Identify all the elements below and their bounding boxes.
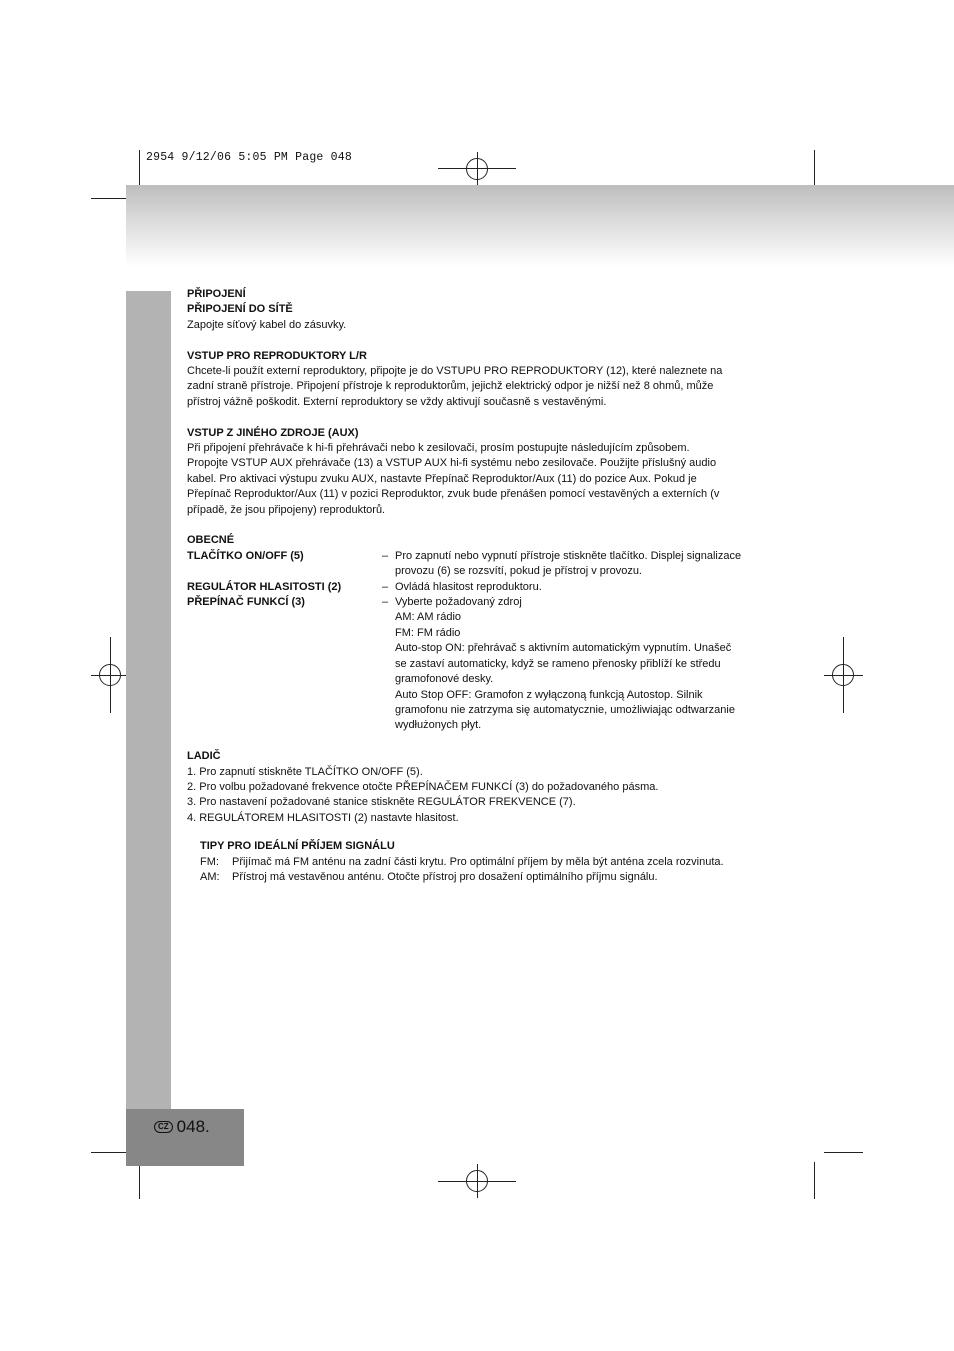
function-option: FM: FM rádio [395,626,461,639]
page-number [154,1117,210,1137]
control-row-function [187,595,777,610]
manual-content [187,287,777,885]
section-title-pripojeni: PŘIPOJENÍ [187,288,246,300]
control-row-volume [187,580,777,595]
control-row-onoff [187,549,777,564]
tip-row-am [200,870,777,885]
dash: – [382,596,389,609]
paragraph-line: přístroj vážně poškodit. Externí reproduktory se vždy aktivují současně s vestavěnými. [187,395,607,408]
list-item: 1. Pro zapnutí stiskněte TLAČÍTKO ON/OFF (5). [187,765,423,778]
tip-key: FM: [200,855,219,868]
control-description: Vyberte požadovaný zdroj [395,596,522,609]
dash: – [382,549,389,562]
print-slug: 2954 9/12/06 5:05 PM Page 048 [146,151,352,164]
section-title-aux: VSTUP Z JINÉHO ZDROJE (AUX) [187,426,359,439]
paragraph-line: Při připojení přehrávače k hi-fi přehrávači nebo k zesilovači, prosím postupujte následujícím způsobem. [187,442,690,455]
paragraph-line: kabel. Pro aktivaci výstupu zvuku AUX, nastavte Přepínač Reproduktor/Aux (11) do pozice Aux. Pokud je [187,472,697,485]
list-item: 2. Pro volbu požadované frekvence otočte PŘEPÍNAČEM FUNKCÍ (3) do požadovaného pásma. [187,780,659,793]
tip-text: Přijímač má FM anténu na zadní části krytu. Pro optimální příjem by měla být anténa zcela rozvinuta. [232,855,724,868]
control-description-cont: provozu (6) se rozsvítí, pokud je přístroj v provozu. [395,565,642,578]
paragraph-line: případě, že jsou připojeny) reproduktorů. [187,503,386,516]
tip-key: AM: [200,870,220,883]
control-label: REGULÁTOR HLASITOSTI (2) [187,580,342,593]
function-option: gramofonové desky. [395,673,494,686]
paragraph-line: Propojte VSTUP AUX přehrávače (13) a VSTUP AUX hi-fi systému nebo zesilovače. Použijte příslušný audio [187,457,717,470]
control-description: Ovládá hlasitost reproduktoru. [395,580,542,593]
dash: – [382,580,389,593]
page-number-text: 048. [176,1117,210,1136]
control-label: TLAČÍTKO ON/OFF (5) [187,549,304,562]
function-option: wydłużonych płyt. [395,719,482,732]
section-title-tipy: TIPY PRO IDEÁLNÍ PŘÍJEM SIGNÁLU [200,840,395,853]
subsection-title-sit: PŘIPOJENÍ DO SÍTĚ [187,303,293,316]
tip-row-fm [200,855,777,870]
side-bar [126,291,171,1109]
control-label: PŘEPÍNAČ FUNKCÍ (3) [187,596,305,609]
function-option: Auto-stop ON: přehrávač s aktivním automatickým vypnutím. Unašeč [395,642,732,655]
function-option: Auto Stop OFF: Gramofon z wyłączoną funkcją Autostop. Silnik [395,688,703,701]
language-badge: CZ [154,1121,173,1133]
header-gradient-band [126,185,954,267]
section-title-obecne: OBECNÉ [187,534,235,547]
tips-block [187,839,777,885]
function-option: gramofonu nie zatrzyma się automatycznie, umożliwiając odtwarzanie [395,703,735,716]
control-description: Pro zapnutí nebo vypnutí přístroje stiskněte tlačítko. Displej signalizace [395,549,742,562]
paragraph-line: Přepínač Reproduktor/Aux (11) v pozici Reproduktor, zvuk bude přenášen pomocí vestavěných a externích (v [187,488,720,501]
section-title-ladic: LADIČ [187,750,221,763]
list-item: 3. Pro nastavení požadované stanice stiskněte REGULÁTOR FREKVENCE (7). [187,796,576,809]
function-option: AM: AM rádio [395,611,462,624]
function-option: se zastaví automaticky, když se rameno přenosky přiblíží ke středu [395,657,721,670]
paragraph-line: Chcete-li použít externí reproduktory, připojte je do VSTUPU PRO REPRODUKTORY (12), které naleznete na [187,365,723,378]
section-title-repro: VSTUP PRO REPRODUKTORY L/R [187,349,367,362]
paragraph-line: zadní straně přístroje. Připojení přístroje k reproduktorům, jejichž elektrický odpor je nižší než 8 ohmů, může [187,380,714,393]
tip-text: Přístroj má vestavěnou anténu. Otočte přístroj pro dosažení optimálního příjmu signálu. [232,870,658,883]
list-item: 4. REGULÁTOREM HLASITOSTI (2) nastavte hlasitost. [187,811,459,824]
paragraph: Zapojte síťový kabel do zásuvky. [187,318,347,331]
